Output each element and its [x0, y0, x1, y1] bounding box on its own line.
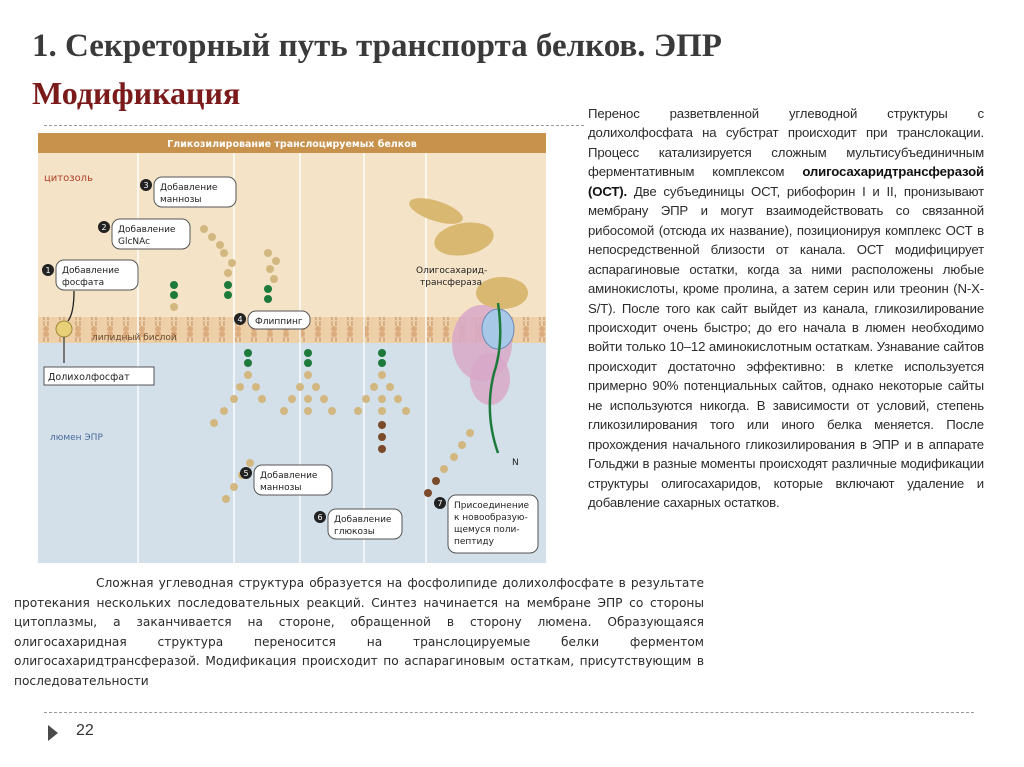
svg-text:маннозы: маннозы: [260, 483, 302, 493]
svg-text:Добавление: Добавление: [260, 471, 318, 481]
dolichol-label: Долихолфосфат: [48, 372, 130, 383]
svg-text:Добавление: Добавление: [334, 515, 392, 525]
svg-text:1: 1: [45, 266, 51, 275]
dolichol-headgroup: [56, 321, 72, 337]
svg-text:щемуся поли-: щемуся поли-: [454, 525, 520, 535]
svg-text:6: 6: [317, 513, 323, 522]
svg-text:7: 7: [437, 499, 443, 508]
glycosylation-figure: [38, 133, 546, 563]
figure-svg: [38, 133, 546, 563]
svg-text:Добавление: Добавление: [118, 225, 176, 235]
bottom-divider: [44, 712, 974, 713]
svg-text:4: 4: [237, 315, 243, 324]
figure-caption: [14, 574, 704, 691]
side-text-bold: олигосахаридтрансферазой (ОСТ).: [588, 164, 984, 199]
svg-text:фосфата: фосфата: [62, 278, 105, 288]
svg-text:Присоединение: Присоединение: [454, 501, 530, 511]
svg-text:маннозы: маннозы: [160, 195, 202, 205]
svg-text:Флиппинг: Флиппинг: [255, 317, 303, 327]
side-description: [588, 104, 984, 513]
ost-label-2: трансфераза: [420, 278, 483, 288]
lumen-label: люмен ЭПР: [50, 433, 103, 443]
page-number: 22: [76, 722, 94, 739]
n-terminus-label: N: [512, 458, 519, 468]
svg-text:Добавление: Добавление: [160, 183, 218, 193]
translocon: [482, 309, 514, 349]
svg-text:GlcNAc: GlcNAc: [118, 237, 151, 247]
svg-text:2: 2: [101, 223, 107, 232]
caption-text: Сложная углеводная структура образуется на фосфолипиде долихолфосфате в результате протекания нескольких последовательных реакций. Синтез начинается на мембране ЭПР со стороны цитоплазмы, а заканчивается на стороне, обращенной в сторону люмена. Образующаяся олигосахаридная структура переносится на транслоцируемые белки ферментом олигосахаридтрансферазой. Модификация происходит по аспарагиновым остаткам, присутствующим в последовательности: [14, 576, 704, 688]
figure-header: Гликозилирование транслоцируемых белков: [167, 139, 417, 150]
side-text-part2: Две субъединицы ОСТ, рибофорин I и II, пронизывают мембрану ЭПР и могут взаимодействовать со связанной рибосомой (отсюда их название), позиционируя комплекс ОСТ в непосредственной близости от канала. ОСТ модифицирует аспарагиновые остатки, когда за ними расположены любые аминокислоты, кроме пролина, а затем серин или треонин (N-X-S/T). После того как сайт выйдет из канала, гликозилирование происходит очень быстро; до его начала в люмен необходимо войти только 10–12 аминокислотным остаткам. Узнавание сайтов происходит достаточно эффективно: в клетке используется примерно 90% потенциальных сайтов, однако некоторые сайты не используются никогда. В зависимости от условий, степень гликозилирования того или иного белка меняется. После прохождения начального гликозилирования в ЭПР и в аппарате Гольджи в разные моменты происходят различные модификации структуры олигосахаридов, которые включают удаление и добавление сахарных остатков.: [588, 183, 984, 511]
slide-subtitle: Модификация: [32, 75, 241, 111]
ost-label-1: Олигосахарид-: [416, 266, 488, 276]
cytosol-label: цитозоль: [44, 173, 93, 184]
svg-text:Добавление: Добавление: [62, 266, 120, 276]
slide-title: 1. Секреторный путь транспорта белков. ЭПР: [32, 28, 722, 64]
next-arrow-icon[interactable]: [48, 725, 58, 741]
svg-text:пептиду: пептиду: [454, 537, 494, 547]
svg-text:глюкозы: глюкозы: [334, 527, 375, 537]
svg-text:к новообразую-: к новообразую-: [454, 513, 528, 523]
top-divider: [44, 125, 584, 126]
side-text-part1: Перенос разветвленной углеводной структуры с долихолфосфата на субстрат происходит при транслокации. Процесс катализируется сложным мультисубъединичным ферментативным комплексом: [588, 106, 984, 180]
lipid-bilayer-label: липидный бислой: [92, 333, 177, 343]
svg-text:3: 3: [143, 181, 149, 190]
svg-text:5: 5: [243, 469, 249, 478]
